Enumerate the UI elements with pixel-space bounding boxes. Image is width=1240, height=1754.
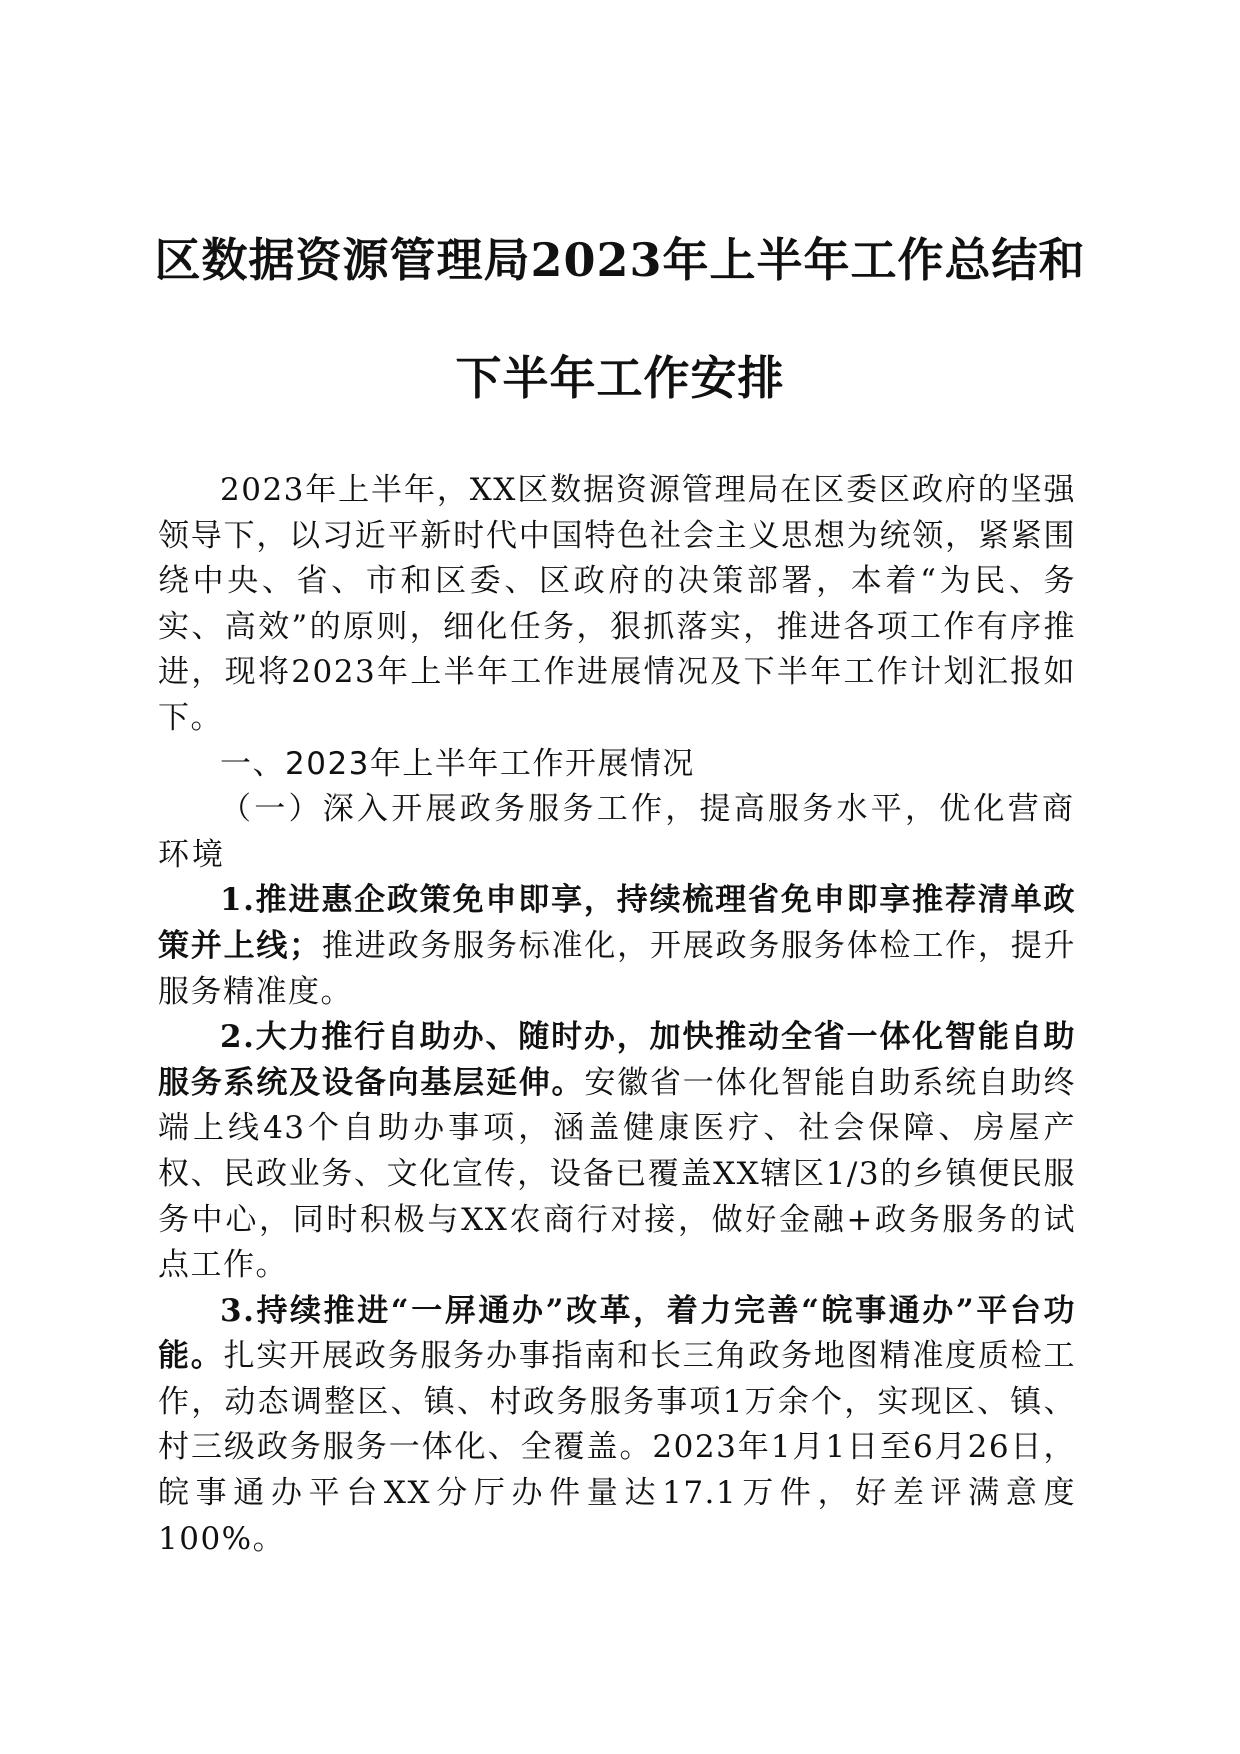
item-lead: 1.推进惠企政策免申即享，持续梳理省免申即享推荐清单政策并上线； [158,882,1076,964]
item-paragraph [158,878,1076,1015]
item-lead: 2.大力推行自助办、随时办，加快推动全省一体化智能自助服务系统及设备向基层延伸。 [158,1019,1076,1101]
section-heading: 一、2023年上半年工作开展情况 [220,745,695,782]
document-body [158,468,1076,1562]
item-paragraph [158,1015,1076,1289]
intro-paragraph: 2023年上半年，XX区数据资源管理局在区委区政府的坚强领导下，以习近平新时代中国特色社会主义思想为统领，紧紧围绕中央、省、市和区委、区政府的决策部署，本着“为民、务实、高效”的原则，细化任务，狠抓落实，推进各项工作有序推进，现将2023年上半年工作进展情况及下半年工作计划汇报如下。 [158,472,1076,736]
item-text: 推进政务服务标准化，开展政务服务体检工作，提升服务精准度。 [158,927,1076,1010]
item-text: 安徽省一体化智能自助系统自助终端上线43个自助办事项，涵盖健康医疗、社会保障、房屋产权、民政业务、文化宣传，设备已覆盖XX辖区1/3的乡镇便民服务中心，同时积极与XX农商行对接，做好金融+政务服务的试点工作。 [158,1064,1077,1284]
document-title-line-1: 区数据资源管理局2023年上半年工作总结和 [154,233,1086,287]
item-paragraph [158,1289,1076,1563]
item-lead: 3.持续推进“一屏通办”改革，着力完善“皖事通办”平台功能。 [158,1292,1076,1375]
document-title-line-2: 下半年工作安排 [455,351,785,405]
item-text: 扎实开展政务服务办事指南和长三角政务地图精准度质检工作，动态调整区、镇、村政务服务事项1万余个，实现区、镇、村三级政务服务一体化、全覆盖。2023年1月1日至6月26日，皖事通办平台XX分厅办件量达17.1万件，好差评满意度100%。 [158,1338,1076,1557]
subsection-heading: （一）深入开展政务服务工作，提高服务水平，优化营商环境 [158,791,1076,873]
